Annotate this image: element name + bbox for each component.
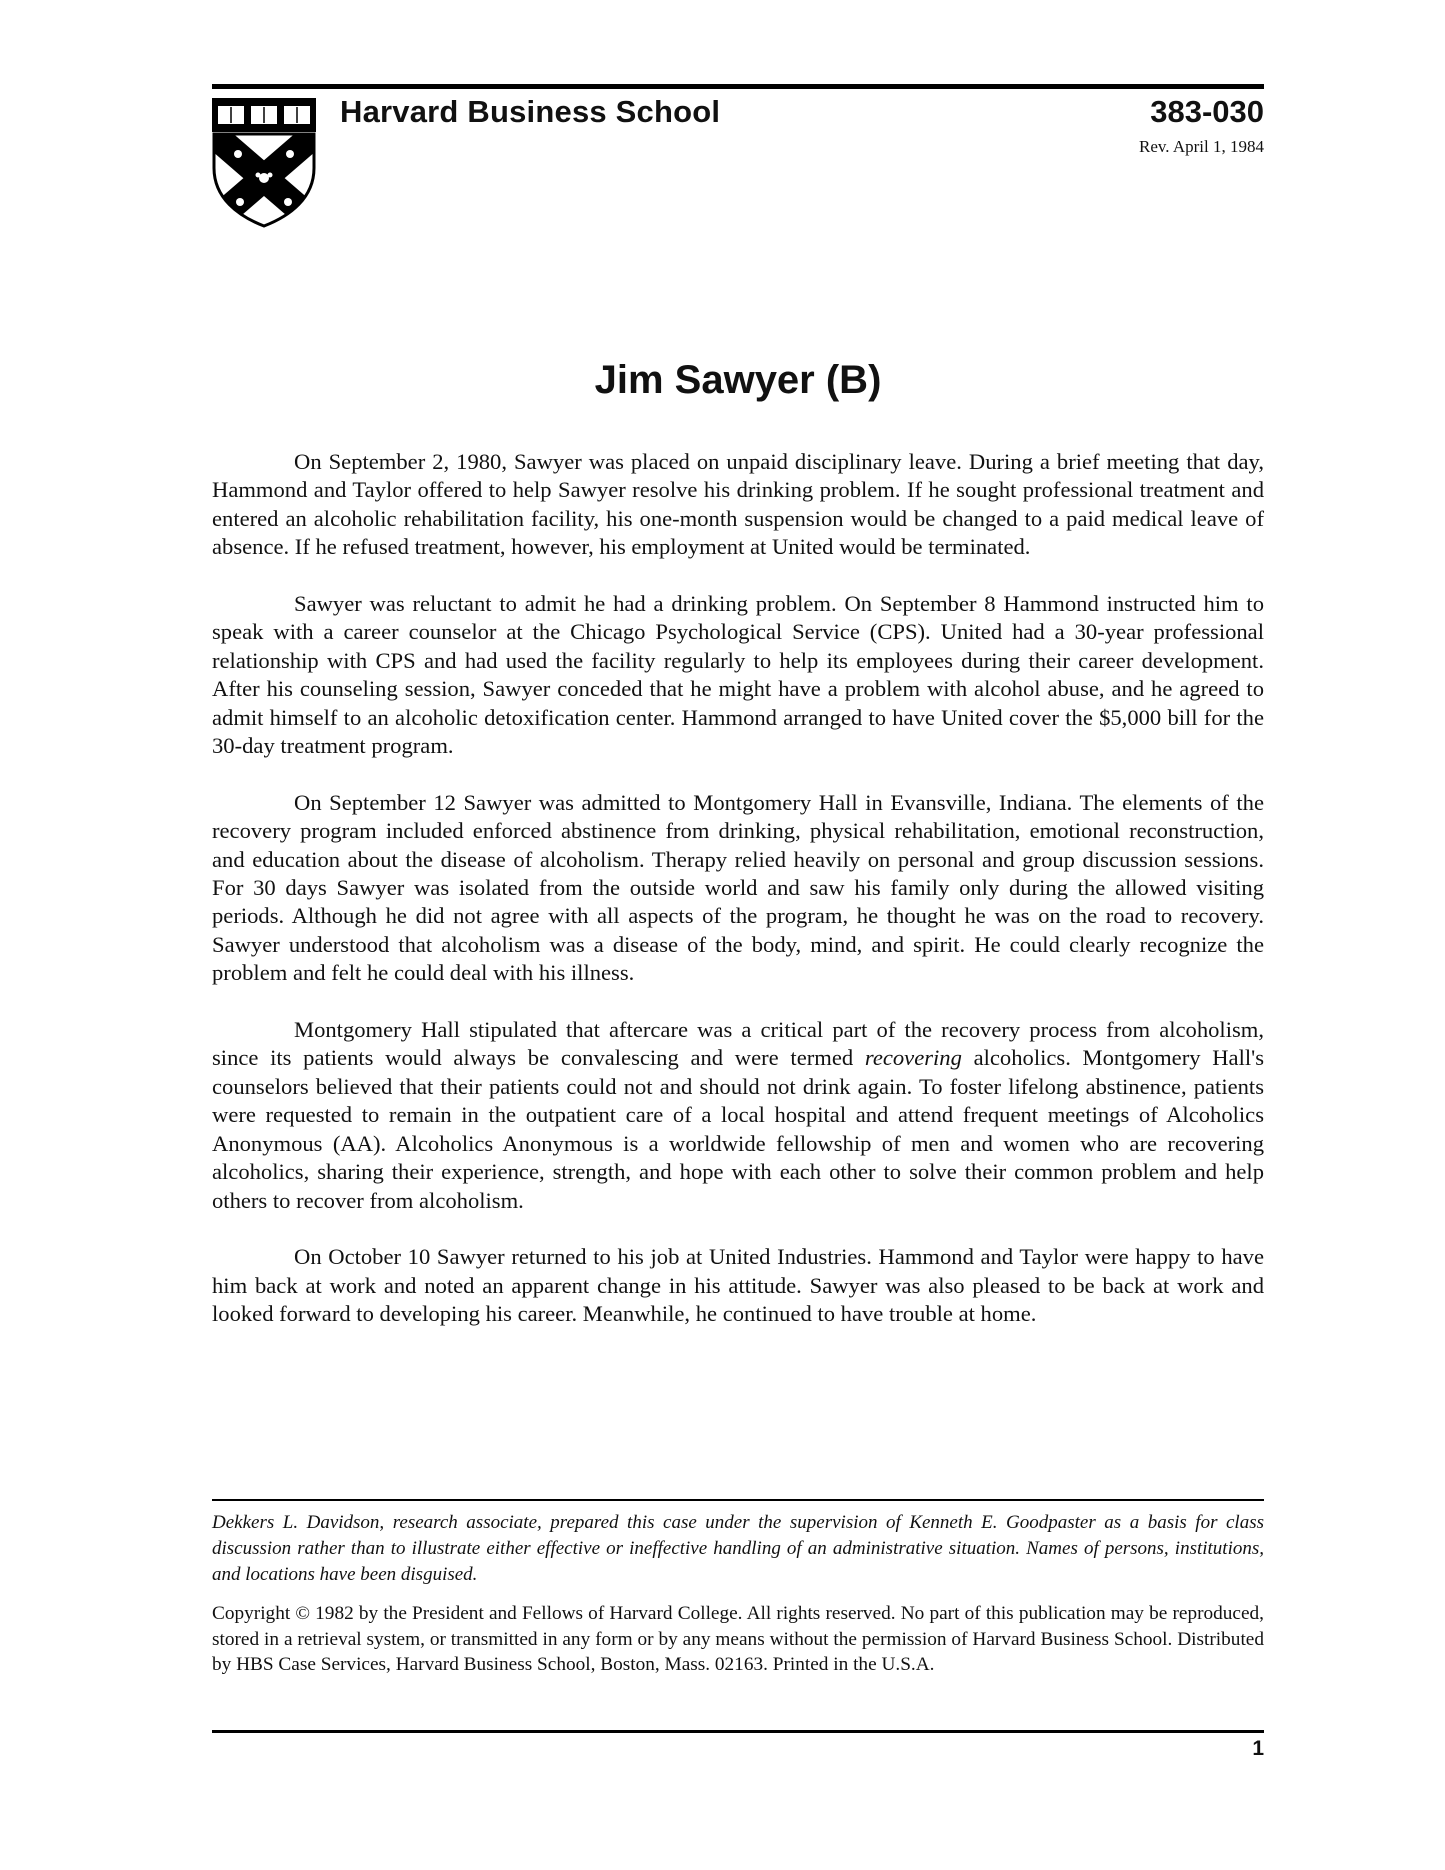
footer-rule — [212, 1730, 1264, 1733]
paragraph-4-start: Montgomery Hall stipulated that aftercare was a critical part of the recovery process from alcoholism, since its patients would always be convalescing and were termed — [212, 1017, 1264, 1071]
paragraph-5: On October 10 Sawyer returned to his job at United Industries. Hammond and Taylor were happy to have him back at work and noted an apparent change in his attitude. Sawyer was also pleased to be back at work and looked forward to developing his career. Meanwhile, he continued to have trouble at home. — [212, 1244, 1264, 1327]
paragraph-4-emphasis: recovering — [864, 1045, 962, 1071]
case-title: Jim Sawyer (B) — [594, 358, 882, 402]
school-name: Harvard Business School — [340, 94, 721, 129]
paragraph-4 — [212, 1016, 1264, 1215]
footnote-rule — [212, 1499, 1264, 1501]
revision-date: Rev. April 1, 1984 — [1139, 137, 1264, 156]
case-body — [212, 448, 1264, 1357]
author-note: Dekkers L. Davidson, research associate, prepared this case under the supervision of Kenneth E. Goodpaster as a basis for class discussion rather than to illustrate either effective or ineffective handling of an administrative situation. Names of persons, institutions, and locations have been disguised. — [212, 1512, 1264, 1585]
header-rule — [212, 84, 1264, 89]
paragraph-4-end: alcoholics. Montgomery Hall's counselors believed that their patients could not and should not drink again. To foster lifelong abstinence, patients were requested to remain in the outpatient care of a local hospital and attend frequent meetings of Alcoholics Anonymous (AA). Alcoholics Anonymous is a worldwide fellowship of men and women who are recovering alcoholics, sharing their experience, strength, and hope with each other to solve their common problem and help others to recover from alcoholism. — [212, 1045, 1264, 1213]
harvard-shield-icon — [212, 98, 316, 228]
page-number: 1 — [1252, 1737, 1264, 1760]
paragraph-2: Sawyer was reluctant to admit he had a drinking problem. On September 8 Hammond instructed him to speak with a career counselor at the Chicago Psychological Service (CPS). United had a 30-year professional relationship with CPS and had used the facility regularly to help its employees during their career development. After his counseling session, Sawyer conceded that he might have a problem with alcohol abuse, and he agreed to admit himself to an alcoholic detoxification center. Hammond arranged to have United cover the $5,000 bill for the 30-day treatment program. — [212, 591, 1264, 759]
paragraph-1: On September 2, 1980, Sawyer was placed on unpaid disciplinary leave. During a brief meeting that day, Hammond and Taylor offered to help Sawyer resolve his drinking problem. If he sought professional treatment and entered an alcoholic rehabilitation facility, his one-month suspension would be changed to a paid medical leave of absence. If he refused treatment, however, his employment at United would be terminated. — [212, 449, 1264, 560]
case-number: 383-030 — [1150, 94, 1264, 129]
paragraph-3: On September 12 Sawyer was admitted to Montgomery Hall in Evansville, Indiana. The elements of the recovery program included enforced abstinence from drinking, physical rehabilitation, emotional reconstruction, and education about the disease of alcoholism. Therapy relied heavily on personal and group discussion sessions. For 30 days Sawyer was isolated from the outside world and saw his family only during the allowed visiting periods. Although he did not agree with all aspects of the program, he thought he was on the road to recovery. Sawyer understood that alcoholism was a disease of the body, mind, and spirit. He could clearly recognize the problem and felt he could deal with his illness. — [212, 789, 1264, 986]
copyright-notice: Copyright © 1982 by the President and Fellows of Harvard College. All rights reserved. No part of this publication may be reproduced, stored in a retrieval system, or transmitted in any form or by any means without the permission of Harvard Business School. Distributed by HBS Case Services, Harvard Business School, Boston, Mass. 02163. Printed in the U.S.A. — [212, 1603, 1264, 1675]
